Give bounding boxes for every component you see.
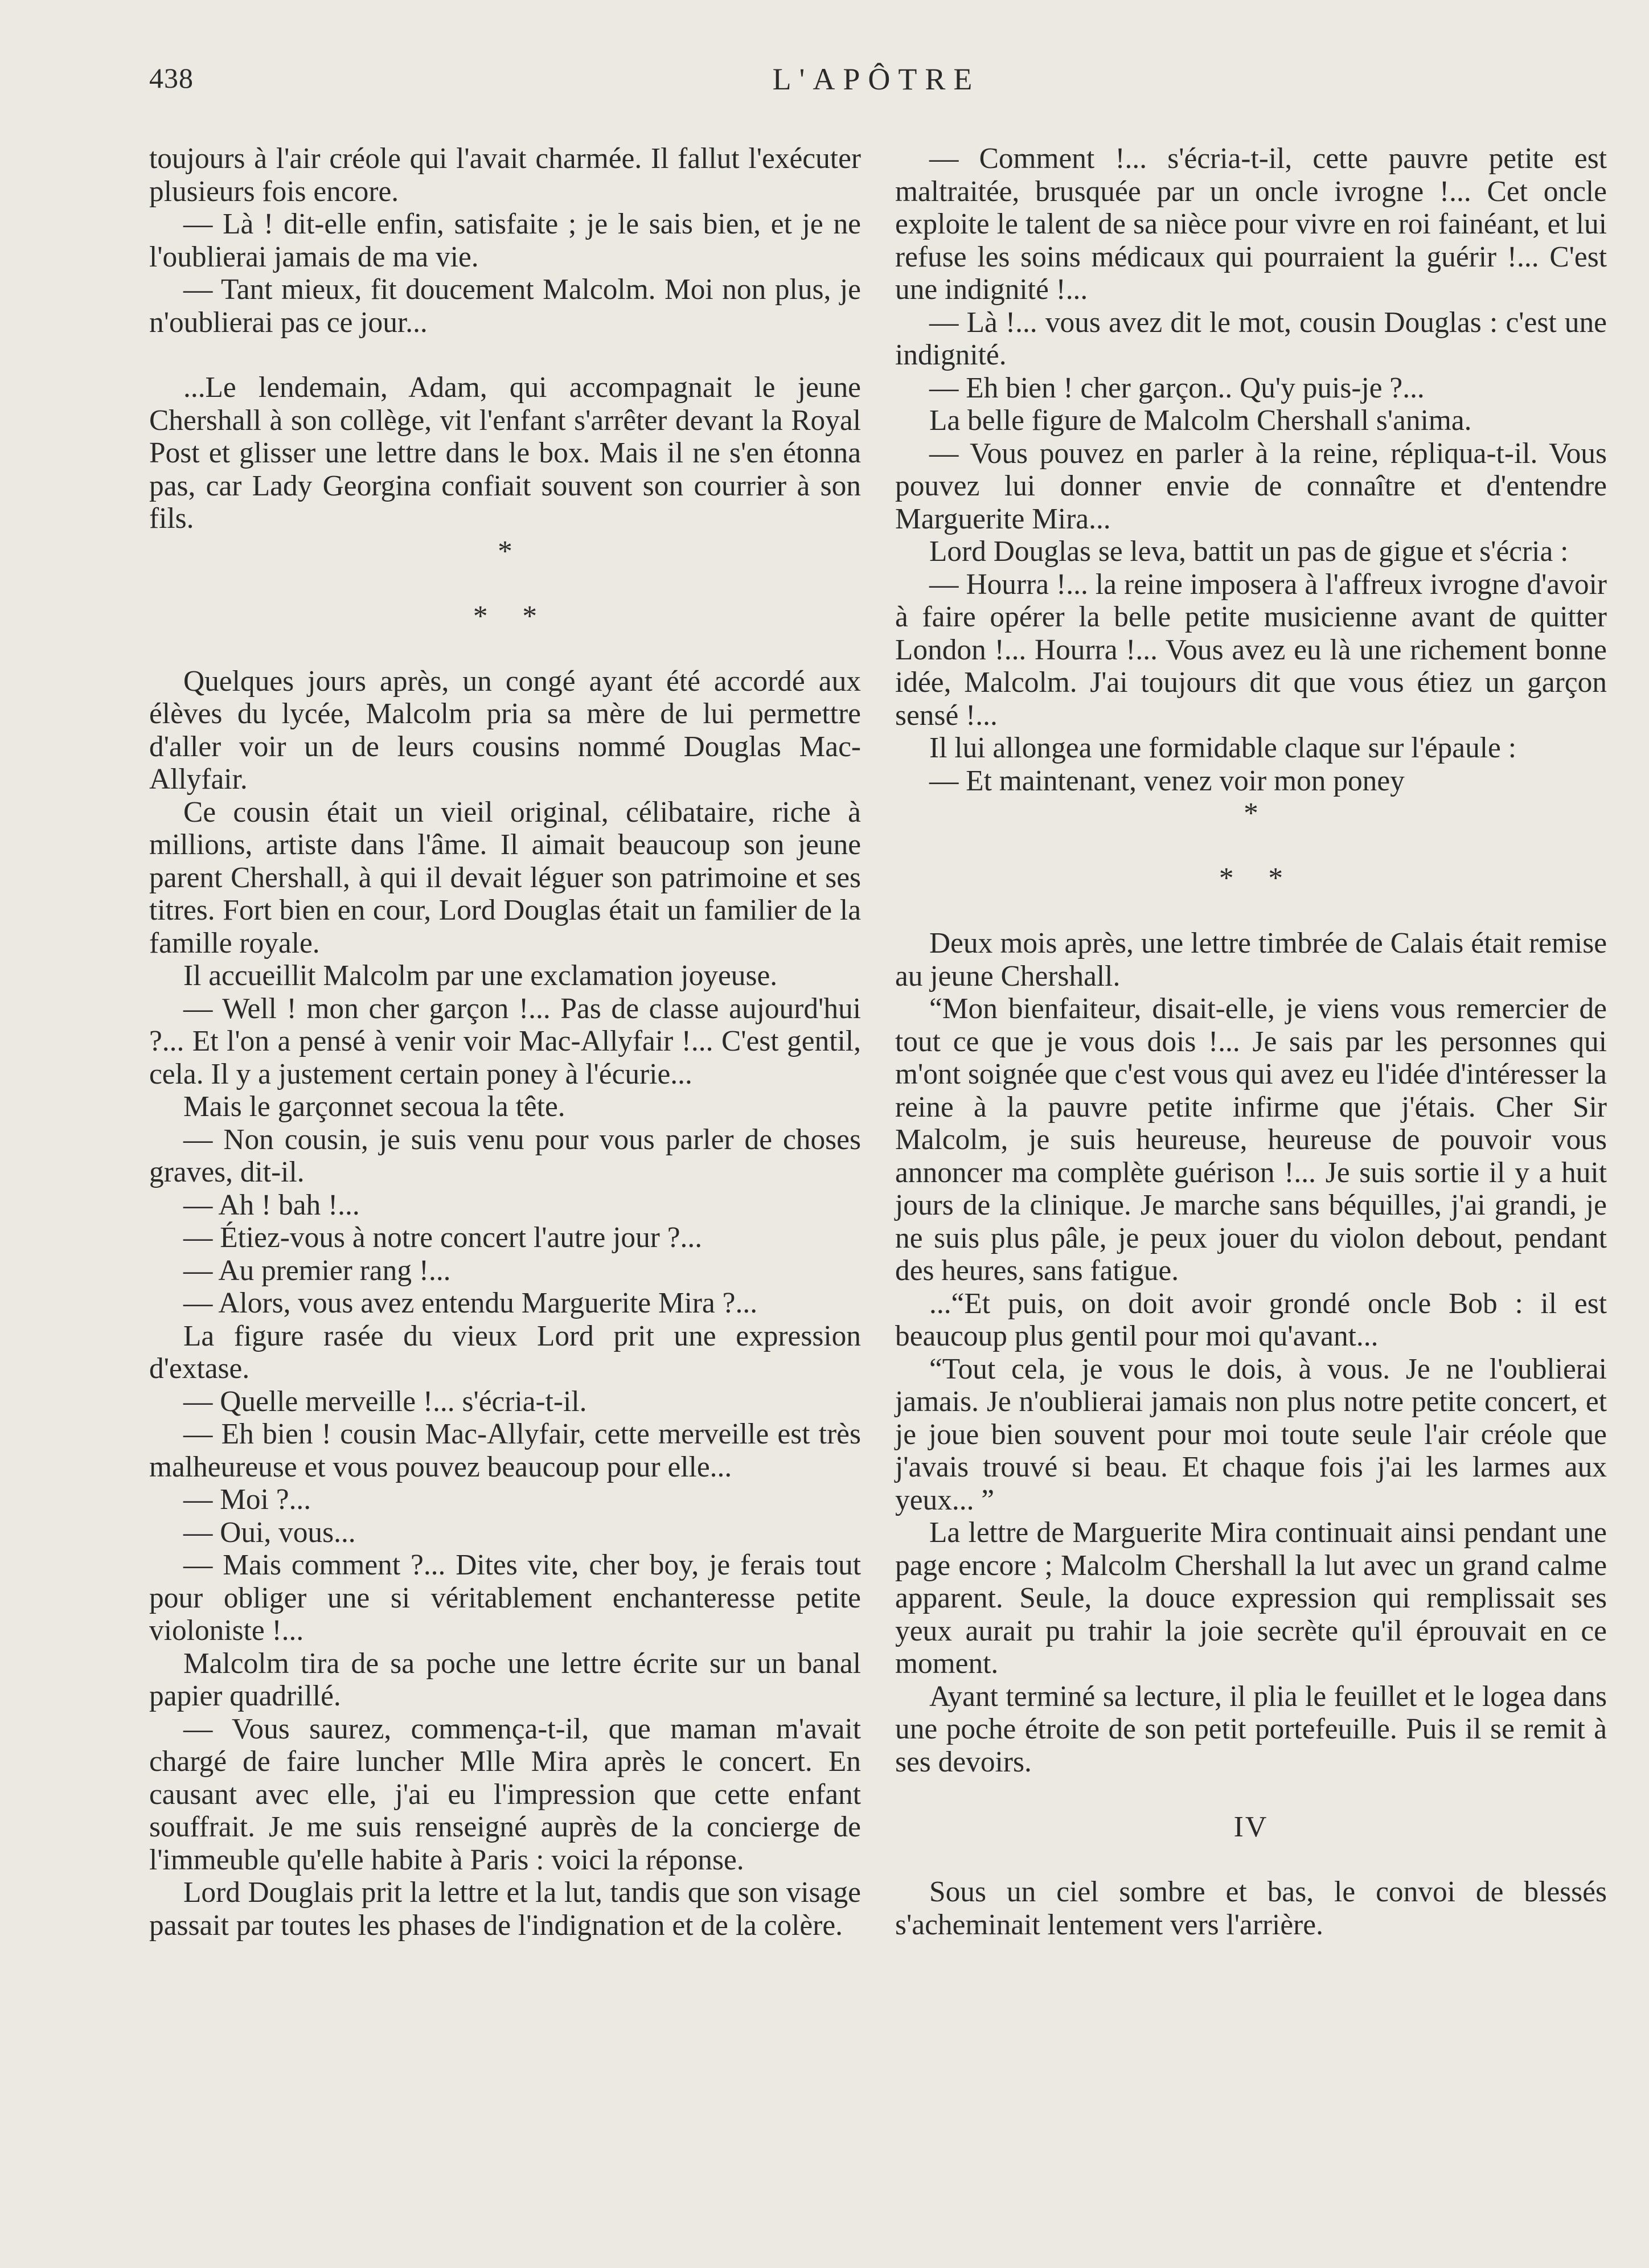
paragraph: Deux mois après, une lettre timbrée de Calais était remise au jeune Chershall. (895, 927, 1607, 992)
paragraph: “Mon bienfaiteur, disait-elle, je viens vous remercier de tout ce que je vous dois !... Je sais par les personnes qui m'ont soignée que c'est vous qui avez eu l'idée d'intéresser la reine à la pauvre petite infirme que j'étais. Cher Sir Malcolm, je suis heureuse, heureuse de pouvoir vous annoncer ma complète guérison !... Je suis sortie il y a huit jours de la clinique. Je marche sans béquilles, j'ai grandi, je ne suis plus pâle, je peux jouer du violon debout, pendant des heures, sans fatigue. (895, 992, 1607, 1287)
paragraph: — Comment !... s'écria-t-il, cette pauvre petite est maltraitée, brusquée par un oncle ivrogne !... Cet oncle exploite le talent de sa nièce pour vivre en roi fainéant, et lui refuse les soins médicaux qui pourraient la guérir !... C'est une indignité !... (895, 142, 1607, 306)
page-header (149, 61, 1603, 107)
section-separator-asterisks: * * (1219, 862, 1297, 895)
chapter-heading: IV (1233, 1811, 1269, 1843)
page-number: 438 (149, 62, 194, 94)
section-separator-asterisks: * * (473, 600, 551, 633)
paragraph: — Hourra !... la reine imposera à l'affreux ivrogne d'avoir à faire opérer la belle petite musicienne avant de quitter London !... Hourra !... Vous avez eu là une richement bonne idée, Malcolm. J'ai toujours dit que vous étiez un garçon sensé !... (895, 568, 1607, 732)
paragraph: Sous un ciel sombre et bas, le convoi de blessés s'acheminait lentement vers l'arrière. (895, 1876, 1607, 1941)
right-column (895, 142, 1607, 1941)
paragraph: — Là ! dit-elle enfin, satisfaite ; je le sais bien, et je ne l'oublierai jamais de ma vie. (149, 208, 861, 273)
paragraph-spacer (149, 633, 861, 665)
paragraph-spacer (149, 339, 861, 371)
paragraph: Lord Douglais prit la lettre et la lut, tandis que son visage passait par toutes les phases de l'indignation et de la colère. (149, 1876, 861, 1942)
paragraph: Lord Douglas se leva, battit un pas de gigue et s'écria : (929, 535, 1569, 568)
paragraph: — Ah ! bah !... (183, 1188, 360, 1221)
paragraph: — Quelle merveille !... s'écria-t-il. (183, 1385, 587, 1418)
paragraph: — Au premier rang !... (183, 1254, 451, 1287)
paragraph: Ce cousin était un vieil original, célibataire, riche à millions, artiste dans l'âme. Il aimait beaucoup son jeune parent Chershall, à qui il devait léguer son patrimoine et ses titres. Fort bien en cour, Lord Douglas était un familier de la famille royale. (149, 795, 861, 959)
paragraph: — Eh bien ! cher garçon.. Qu'y puis-je ?... (929, 371, 1425, 404)
paragraph: Il lui allongea une formidable claque sur l'épaule : (929, 732, 1516, 764)
paragraph: La lettre de Marguerite Mira continuait ainsi pendant une page encore ; Malcolm Chershall la lut avec un grand calme apparent. Seule, la douce expression qui remplissait ses yeux aurait pu trahir la joie secrète qu'il éprouvait en ce moment. (895, 1516, 1607, 1680)
paragraph: — Oui, vous... (183, 1516, 356, 1549)
paragraph: — Alors, vous avez entendu Marguerite Mira ?... (183, 1287, 758, 1319)
paragraph: Ayant terminé sa lecture, il plia le feuillet et le logea dans une poche étroite de son petit portefeuille. Puis il se remit à ses devoirs. (895, 1680, 1607, 1778)
paragraph: La belle figure de Malcolm Chershall s'anima. (929, 404, 1472, 437)
section-separator-asterisk: * (1244, 797, 1258, 830)
left-column (149, 142, 861, 1942)
paragraph: ...“Et puis, on doit avoir grondé oncle Bob : il est beaucoup plus gentil pour moi qu'avant... (895, 1287, 1607, 1352)
paragraph: Il accueillit Malcolm par une exclamation joyeuse. (183, 959, 778, 992)
paragraph: — Vous pouvez en parler à la reine, répliqua-t-il. Vous pouvez lui donner envie de connaître et d'entendre Marguerite Mira... (895, 437, 1607, 535)
paragraph: — Là !... vous avez dit le mot, cousin Douglas : c'est une indignité. (895, 306, 1607, 371)
paragraph: — Étiez-vous à notre concert l'autre jour ?... (183, 1221, 703, 1254)
paragraph: — Eh bien ! cousin Mac-Allyfair, cette merveille est très malheureuse et vous pouvez beaucoup pour elle... (149, 1418, 861, 1483)
paragraph: — Non cousin, je suis venu pour vous parler de choses graves, dit-il. (149, 1123, 861, 1188)
paragraph-spacer (895, 1778, 1607, 1811)
paragraph-spacer (895, 1843, 1607, 1876)
paragraph: — Vous saurez, commença-t-il, que maman m'avait chargé de faire luncher Mlle Mira après le concert. En causant avec elle, j'ai eu l'impression que cette enfant souffrait. Je me suis renseigné auprès de la concierge de l'immeuble qu'elle habite à Paris : voici la réponse. (149, 1712, 861, 1876)
paragraph: Mais le garçonnet secoua la tête. (183, 1090, 565, 1123)
paragraph: Quelques jours après, un congé ayant été accordé aux élèves du lycée, Malcolm pria sa mère de lui permettre d'aller voir un de leurs cousins nommé Douglas Mac-Allyfair. (149, 665, 861, 795)
paragraph: toujours à l'air créole qui l'avait charmée. Il fallut l'exécuter plusieurs fois encore. (149, 142, 861, 208)
paragraph: — Moi ?... (183, 1483, 311, 1516)
paragraph: — Tant mieux, fit doucement Malcolm. Moi non plus, je n'oublierai pas ce jour... (149, 273, 861, 339)
paragraph: Malcolm tira de sa poche une lettre écrite sur un banal papier quadrillé. (149, 1647, 861, 1712)
paragraph: La figure rasée du vieux Lord prit une expression d'extase. (149, 1319, 861, 1385)
section-separator-asterisk: * (498, 535, 512, 568)
paragraph: “Tout cela, je vous le dois, à vous. Je ne l'oublierai jamais. Je n'oublierai jamais non plus notre petite concert, et je joue bien souvent pour moi toute seule l'air créole que j'avais trouvé si beau. Et chaque fois j'ai les larmes aux yeux... ” (895, 1352, 1607, 1516)
paragraph: — Well ! mon cher garçon !... Pas de classe aujourd'hui ?... Et l'on a pensé à venir voir Mac-Allyfair !... C'est gentil, cela. Il y a justement certain poney à l'écurie... (149, 992, 861, 1090)
paragraph: ...Le lendemain, Adam, qui accompagnait le jeune Chershall à son collège, vit l'enfant s'arrêter devant la Royal Post et glisser une lettre dans le box. Mais il ne s'en étonna pas, car Lady Georgina confiait souvent son courrier à son fils. (149, 371, 861, 535)
paragraph: — Mais comment ?... Dites vite, cher boy, je ferais tout pour obliger une si véritablement enchanteresse petite violoniste !... (149, 1549, 861, 1647)
paragraph: — Et maintenant, venez voir mon poney (929, 764, 1405, 797)
paragraph-spacer (895, 895, 1607, 927)
running-title: L'APÔTRE (772, 62, 981, 96)
